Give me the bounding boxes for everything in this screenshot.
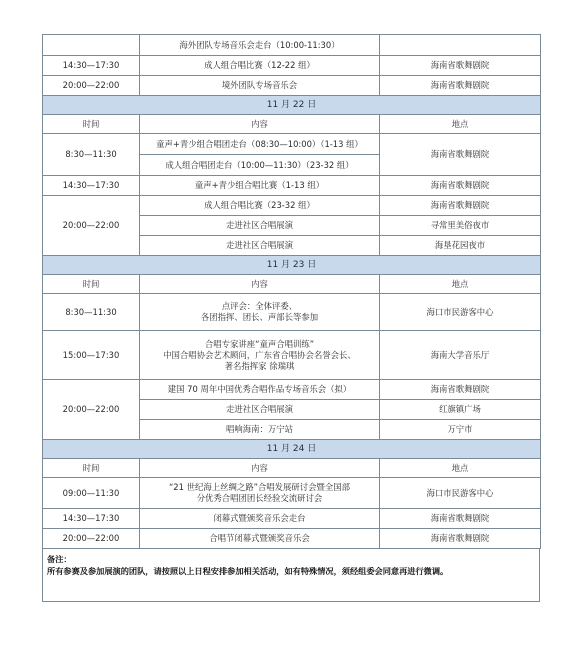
- date-label: 11 月 22 日: [43, 96, 541, 115]
- table-row: [43, 478, 541, 509]
- content-cell: 海外团队专场音乐会走台（10:00-11:30）: [140, 35, 380, 56]
- date-row: [43, 256, 541, 275]
- header-content: 内容: [140, 459, 380, 478]
- place-cell: 海南大学音乐厅: [380, 331, 541, 380]
- time-cell: 14:30—17:30: [43, 509, 140, 529]
- time-cell: [43, 35, 140, 56]
- table-row: [43, 56, 541, 76]
- table-row: [43, 529, 541, 549]
- place-cell: 寻常里美俗夜市: [380, 216, 541, 236]
- content-cell: 走进社区合唱展演: [140, 236, 380, 256]
- header-row: [43, 459, 541, 478]
- time-cell: 20:00—22:00: [43, 529, 140, 549]
- table-row: [43, 196, 541, 216]
- header-place: 地点: [380, 115, 541, 134]
- time-cell: 14:30—17:30: [43, 56, 140, 76]
- notes-box: [42, 549, 540, 602]
- content-line: 合唱专家讲座“童声合唱训练”: [204, 338, 315, 349]
- header-row: [43, 275, 541, 294]
- header-time: 时间: [43, 115, 140, 134]
- content-cell: 成人组合唱比赛（12-22 组）: [140, 56, 380, 76]
- content-cell: 唱响海南：万宁站: [140, 420, 380, 440]
- time-cell: 15:00—17:30: [43, 331, 140, 380]
- header-place: 地点: [380, 275, 541, 294]
- place-cell: 海南省歌舞剧院: [380, 380, 541, 400]
- place-cell: [380, 35, 541, 56]
- table-row: [43, 176, 541, 196]
- schedule-sheet: [42, 34, 540, 602]
- time-cell: 20:00—22:00: [43, 76, 140, 96]
- content-cell: [140, 331, 380, 380]
- content-line: 著名指挥家 徐瑞琪: [224, 360, 295, 371]
- place-cell: 海南省歌舞剧院: [380, 134, 541, 176]
- header-content: 内容: [140, 275, 380, 294]
- place-cell: 海口市民游客中心: [380, 478, 541, 509]
- table-row: [43, 380, 541, 400]
- content-cell: 走进社区合唱展演: [140, 400, 380, 420]
- content-cell: 走进社区合唱展演: [140, 216, 380, 236]
- table-row: [43, 509, 541, 529]
- place-cell: 海南省歌舞剧院: [380, 56, 541, 76]
- header-time: 时间: [43, 275, 140, 294]
- content-cell: 童声+青少组合唱比赛（1-13 组）: [140, 176, 380, 196]
- table-row: [43, 76, 541, 96]
- place-cell: 海垦花园夜市: [380, 236, 541, 256]
- time-cell: 20:00—22:00: [43, 380, 140, 440]
- time-cell: 8:30—11:30: [43, 294, 140, 331]
- content-line: “21 世纪海上丝绸之路”合唱发展研讨会暨全国部: [168, 482, 351, 492]
- table-row: [43, 35, 541, 56]
- header-place: 地点: [380, 459, 541, 478]
- place-cell: 万宁市: [380, 420, 541, 440]
- content-cell: 境外团队专场音乐会: [140, 76, 380, 96]
- content-cell: 成人组合唱团走台（10:00—11:30）（23-32 组）: [140, 155, 380, 176]
- time-cell: 09:00—11:30: [43, 478, 140, 509]
- time-cell: 14:30—17:30: [43, 176, 140, 196]
- content-line: 点评会：全体评委、: [221, 301, 298, 311]
- content-line: 各团指挥、团长、声部长等参加: [200, 312, 319, 322]
- time-cell: 20:00—22:00: [43, 196, 140, 256]
- place-cell: 海南省歌舞剧院: [380, 509, 541, 529]
- place-cell: 海南省歌舞剧院: [380, 529, 541, 549]
- place-cell: 海南省歌舞剧院: [380, 76, 541, 96]
- content-line: 中国合唱协会艺术顾问，广东省合唱协会名誉会长、: [163, 349, 356, 360]
- place-cell: 海南省歌舞剧院: [380, 176, 541, 196]
- content-line: 分优秀合唱团团长经验交流研讨会: [196, 493, 323, 503]
- table-row: [43, 294, 541, 331]
- content-cell: 童声+青少组合唱团走台（08:30—10:00）（1-13 组）: [140, 134, 380, 155]
- header-time: 时间: [43, 459, 140, 478]
- table-row: [43, 331, 541, 380]
- content-cell: 建国 70 周年中国优秀合唱作品专场音乐会（拟）: [140, 380, 380, 400]
- date-row: [43, 96, 541, 115]
- content-cell: 成人组合唱比赛（23-32 组）: [140, 196, 380, 216]
- time-cell: 8:30—11:30: [43, 134, 140, 176]
- notes-text: 所有参赛及参加展演的团队，请按照以上日程安排参加相关活动，如有特殊情况，须经组委会同意再进行微调。: [47, 566, 449, 576]
- notes-title: 备注：: [47, 554, 72, 564]
- date-label: 11 月 24 日: [43, 440, 541, 459]
- content-cell: [140, 478, 380, 509]
- place-cell: 海南省歌舞剧院: [380, 196, 541, 216]
- date-label: 11 月 23 日: [43, 256, 541, 275]
- header-content: 内容: [140, 115, 380, 134]
- header-row: [43, 115, 541, 134]
- content-cell: 闭幕式暨颁奖音乐会走台: [140, 509, 380, 529]
- table-row: [43, 134, 541, 155]
- place-cell: 红旗镇广场: [380, 400, 541, 420]
- schedule-table: [42, 34, 541, 549]
- content-cell: [140, 294, 380, 331]
- date-row: [43, 440, 541, 459]
- place-cell: 海口市民游客中心: [380, 294, 541, 331]
- content-cell: 合唱节闭幕式暨颁奖音乐会: [140, 529, 380, 549]
